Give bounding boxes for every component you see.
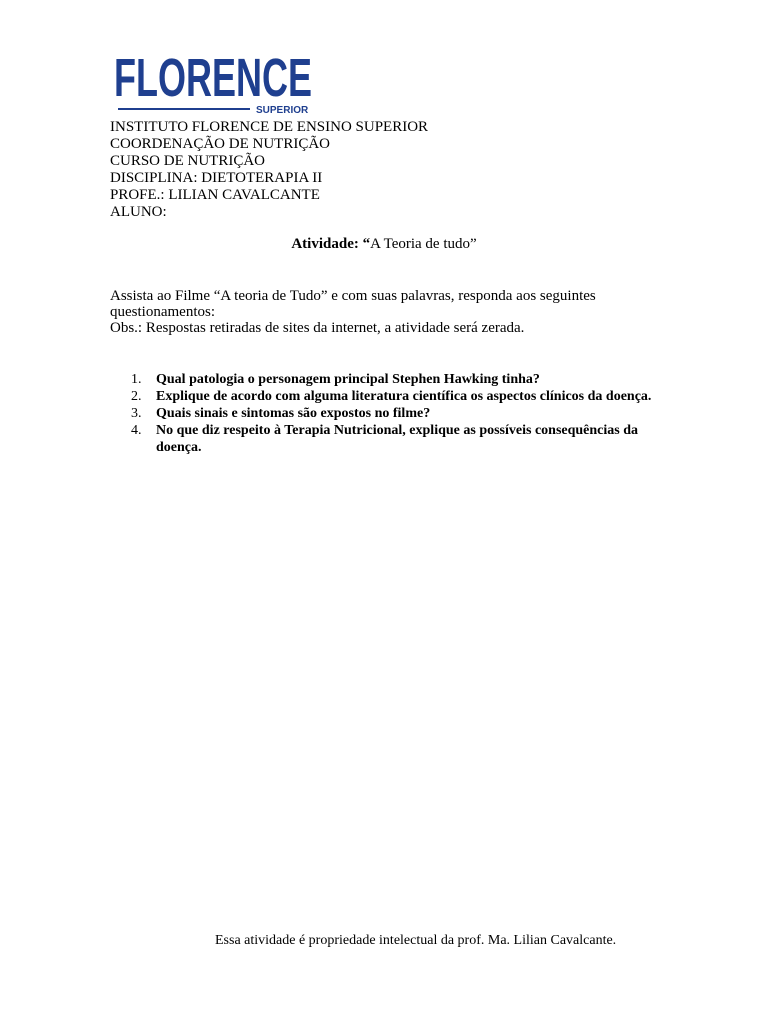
question-item [110, 405, 660, 422]
header-line-professor: PROFE.: LILIAN CAVALCANTE [110, 187, 320, 203]
question-text: Explique de acordo com alguma literatura científica os aspectos clínicos da doença. [156, 389, 652, 404]
header-line-discipline: DISCIPLINA: DIETOTERAPIA II [110, 170, 323, 186]
instructions-block [110, 288, 650, 336]
florence-logo [114, 44, 314, 116]
logo-wordmark: FLORENCE [114, 48, 312, 108]
instructions-obs: Obs.: Respostas retiradas de sites da internet, a atividade será zerada. [110, 320, 525, 336]
question-text: Qual patologia o personagem principal Stephen Hawking tinha? [156, 372, 540, 387]
logo-subtext: SUPERIOR [256, 105, 309, 116]
header-line-student: ALUNO: [110, 204, 167, 220]
question-number: 2. [131, 389, 142, 404]
header-line-institution: INSTITUTO FLORENCE DE ENSINO SUPERIOR [110, 119, 429, 135]
question-number: 1. [131, 372, 142, 387]
instructions-text: Assista ao Filme “A teoria de Tudo” e com suas palavras, responda aos seguintes questionamentos: [110, 288, 596, 320]
question-text: Quais sinais e sintomas são expostos no filme? [156, 406, 431, 421]
activity-title [0, 236, 768, 253]
question-number: 3. [131, 406, 142, 421]
header-line-course: CURSO DE NUTRIÇÃO [110, 153, 266, 169]
question-item [110, 388, 660, 405]
question-text: No que diz respeito à Terapia Nutricional, explique as possíveis consequências da doença. [156, 423, 639, 455]
question-item [110, 371, 660, 388]
question-number: 4. [131, 423, 142, 438]
institution-header [110, 119, 428, 221]
header-line-coordination: COORDENAÇÃO DE NUTRIÇÃO [110, 136, 330, 152]
footer-note: Essa atividade é propriedade intelectual da prof. Ma. Lilian Cavalcante. [215, 933, 617, 948]
question-item [110, 422, 660, 456]
activity-label: Atividade: “ [291, 236, 371, 252]
activity-name: A Teoria de tudo” [370, 236, 477, 252]
question-list [110, 371, 660, 456]
